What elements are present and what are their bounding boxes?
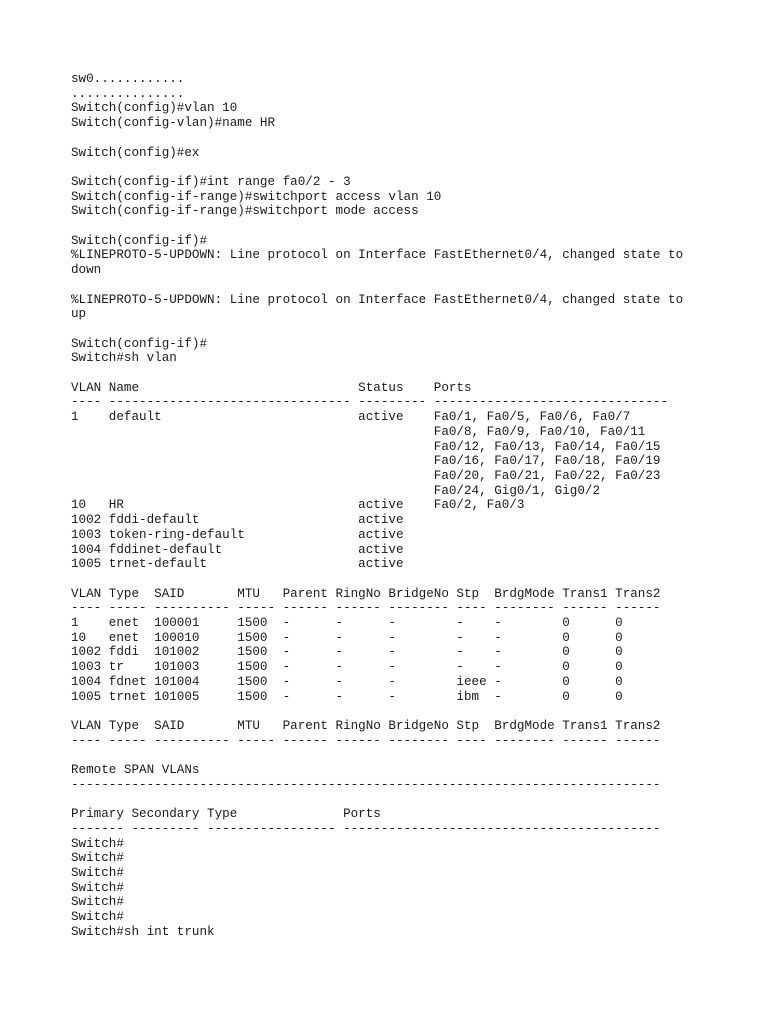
terminal-line: ---- ----- ---------- ----- ------ ------ -------- ---- -------- ------ ------ (71, 733, 661, 748)
terminal-line: Switch# (71, 851, 124, 866)
terminal-line: 1003 tr 101003 1500 - - - - - 0 0 (71, 660, 623, 675)
terminal-line (71, 160, 683, 175)
terminal-line: Fa0/12, Fa0/13, Fa0/14, Fa0/15 (71, 439, 661, 454)
terminal-line: 1 default active Fa0/1, Fa0/5, Fa0/6, Fa0/7 (71, 410, 631, 425)
terminal-line: 1 enet 100001 1500 - - - - - 0 0 (71, 616, 623, 631)
terminal-line: VLAN Type SAID MTU Parent RingNo BridgeNo Stp BrdgMode Trans1 Trans2 (71, 586, 661, 601)
terminal-line: Switch# (71, 880, 124, 895)
terminal-line: Fa0/24, Gig0/1, Gig0/2 (71, 483, 601, 498)
terminal-line: Switch# (71, 865, 124, 880)
terminal-line: 1003 token-ring-default active (71, 527, 404, 542)
terminal-line: Fa0/20, Fa0/21, Fa0/22, Fa0/23 (71, 468, 661, 483)
terminal-line: 1004 fdnet 101004 1500 - - - ieee - 0 0 (71, 674, 623, 689)
terminal-line: Switch(config)#ex (71, 145, 200, 160)
terminal-line (71, 322, 683, 337)
terminal-line (71, 131, 683, 146)
terminal-line: Fa0/8, Fa0/9, Fa0/10, Fa0/11 (71, 424, 646, 439)
terminal-line (71, 792, 683, 807)
terminal-line (71, 366, 683, 381)
terminal-line (71, 219, 683, 234)
terminal-line (71, 748, 683, 763)
terminal-line: 1005 trnet 101005 1500 - - - ibm - 0 0 (71, 689, 623, 704)
terminal-line: 1004 fddinet-default active (71, 542, 404, 557)
terminal-line: 1002 fddi 101002 1500 - - - - - 0 0 (71, 645, 623, 660)
terminal-line: %LINEPROTO-5-UPDOWN: Line protocol on Interface FastEthernet0/4, changed state to (71, 292, 684, 307)
terminal-line: 10 HR active Fa0/2, Fa0/3 (71, 498, 525, 513)
terminal-line: Switch(config-vlan)#name HR (71, 116, 276, 131)
terminal-line: down (71, 263, 102, 278)
terminal-line: %LINEPROTO-5-UPDOWN: Line protocol on Interface FastEthernet0/4, changed state to (71, 248, 684, 263)
terminal-line: Remote SPAN VLANs (71, 763, 200, 778)
terminal-line: Switch#sh vlan (71, 351, 177, 366)
terminal-line: Switch# (71, 895, 124, 910)
terminal-line: Switch# (71, 910, 124, 925)
terminal-line: ............... (71, 86, 185, 101)
terminal-line: 1002 fddi-default active (71, 513, 404, 528)
terminal-line: 1005 trnet-default active (71, 557, 404, 572)
terminal-line: VLAN Type SAID MTU Parent RingNo BridgeNo Stp BrdgMode Trans1 Trans2 (71, 718, 661, 733)
terminal-line (71, 572, 683, 587)
terminal-line (71, 704, 683, 719)
terminal-line: Switch(config)#vlan 10 (71, 101, 238, 116)
terminal-line: Switch(config-if)# (71, 336, 208, 351)
terminal-line: ------- --------- ----------------- ------------------------------------------ (71, 821, 661, 836)
terminal-line: Fa0/16, Fa0/17, Fa0/18, Fa0/19 (71, 454, 661, 469)
terminal-line: ---- ----- ---------- ----- ------ ------ -------- ---- -------- ------ ------ (71, 601, 661, 616)
terminal-line: Switch(config-if-range)#switchport access vlan 10 (71, 189, 442, 204)
terminal-line: ---- -------------------------------- --------- ------------------------------- (71, 395, 669, 410)
terminal-output (71, 72, 683, 939)
terminal-line: Switch# (71, 836, 124, 851)
terminal-line: ------------------------------------------------------------------------------ (71, 777, 661, 792)
terminal-line: VLAN Name Status Ports (71, 380, 472, 395)
terminal-line: Primary Secondary Type Ports (71, 807, 381, 822)
terminal-line: Switch(config-if)#int range fa0/2 - 3 (71, 174, 351, 189)
terminal-line: Switch(config-if-range)#switchport mode access (71, 204, 419, 219)
terminal-line: 10 enet 100010 1500 - - - - - 0 0 (71, 630, 623, 645)
terminal-line (71, 278, 683, 293)
terminal-line: Switch(config-if)# (71, 233, 208, 248)
terminal-line: sw0............ (71, 72, 185, 86)
terminal-line: up (71, 307, 87, 322)
terminal-line: Switch#sh int trunk (71, 924, 215, 939)
